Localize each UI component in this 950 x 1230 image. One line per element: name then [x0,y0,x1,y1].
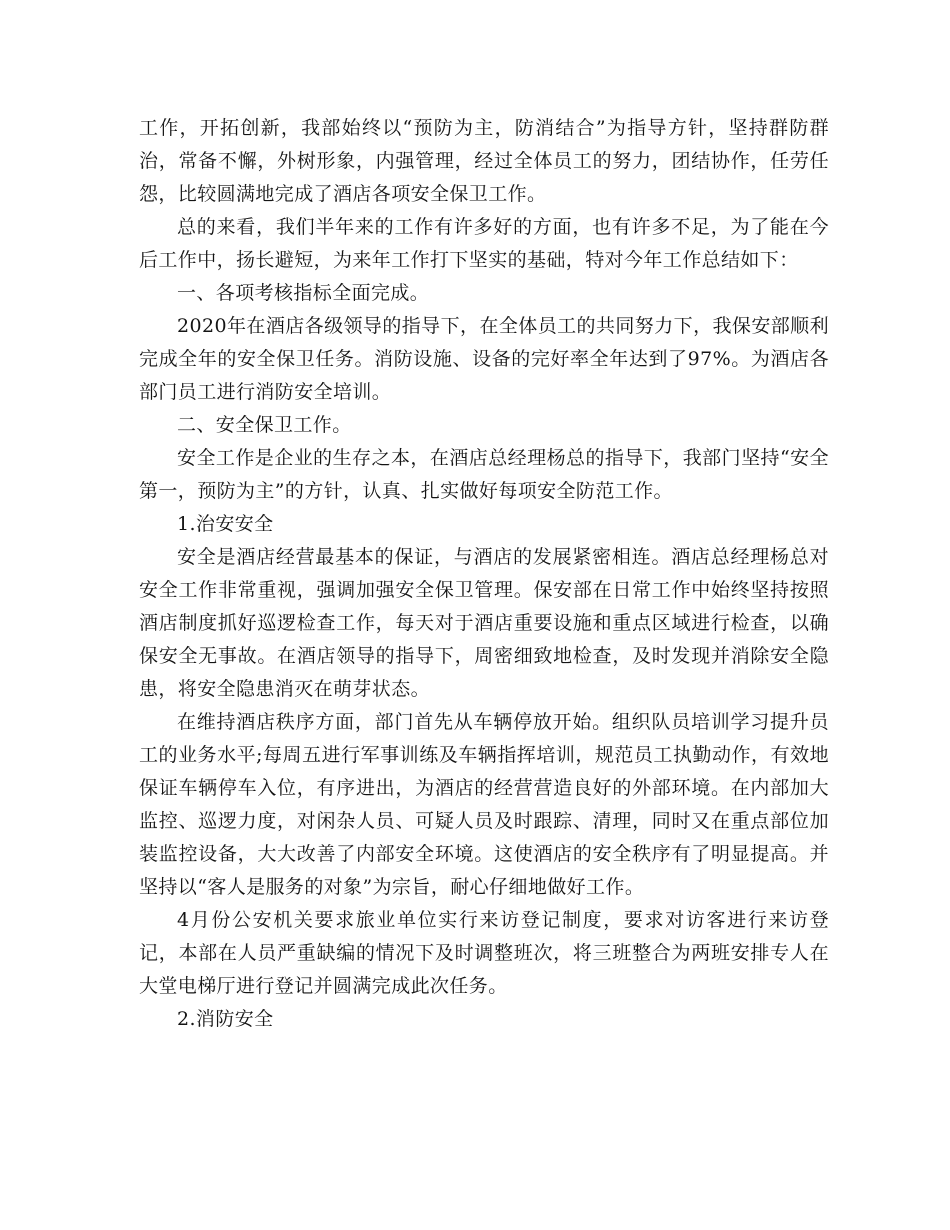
paragraph-order-maintenance: 在维持酒店秩序方面，部门首先从车辆停放开始。组织队员培训学习提升员工的业务水平;每周五进行军事训练及车辆指挥培训，规范员工执勤动作，有效地保证车辆停车入位，有序进出，为酒店的经营营造良好的外部环境。在内部加大监控、巡逻力度，对闲杂人员、可疑人员及时跟踪、清理，同时又在重点部位加装监控设备，大大改善了内部安全环境。这使酒店的安全秩序有了明显提高。并坚持以“客人是服务的对象”为宗旨，耐心仔细地做好工作。 [139,711,829,898]
paragraph-visitor-registration: 4月份公安机关要求旅业单位实行来访登记制度，要求对访客进行来访登记，本部在人员严重缺编的情况下及时调整班次，将三班整合为两班安排专人在大堂电梯厅进行登记并圆满完成此次任务。 [139,909,829,997]
paragraph-summary-intro: 总的来看，我们半年来的工作有许多好的方面，也有许多不足，为了能在今后工作中，扬长避短，为来年工作打下坚实的基础，特对今年工作总结如下： [139,216,829,271]
document-body [139,112,829,1036]
paragraph-2020-results: 2020年在酒店各级领导的指导下，在全体员工的共同努力下，我保安部顺利完成全年的安全保卫任务。消防设施、设备的完好率全年达到了97%。为酒店各部门员工进行消防安全培训。 [139,315,829,403]
section-heading-2: 二、安全保卫工作。 [177,414,352,436]
paragraph-continuation: 工作，开拓创新，我部始终以“预防为主，防消结合”为指导方针，坚持群防群治，常备不懈，外树形象，内强管理，经过全体员工的努力，团结协作，任劳任怨，比较圆满地完成了酒店各项安全保卫工作。 [139,117,829,205]
paragraph-security-basis: 安全是酒店经营最基本的保证，与酒店的发展紧密相连。酒店总经理杨总对安全工作非常重视，强调加强安全保卫管理。保安部在日常工作中始终坚持按照酒店制度抓好巡逻检查工作，每天对于酒店重要设施和重点区域进行检查，以确保安全无事故。在酒店领导的指导下，周密细致地检查，及时发现并消除安全隐患，将安全隐患消灭在萌芽状态。 [139,546,829,700]
subheading-fire-safety: 2.消防安全 [177,1008,274,1030]
paragraph-safety-principle: 安全工作是企业的生存之本，在酒店总经理杨总的指导下，我部门坚持“安全第一，预防为主”的方针，认真、扎实做好每项安全防范工作。 [139,447,829,502]
section-heading-1: 一、各项考核指标全面完成。 [177,282,430,304]
subheading-public-security: 1.治安安全 [177,513,274,535]
